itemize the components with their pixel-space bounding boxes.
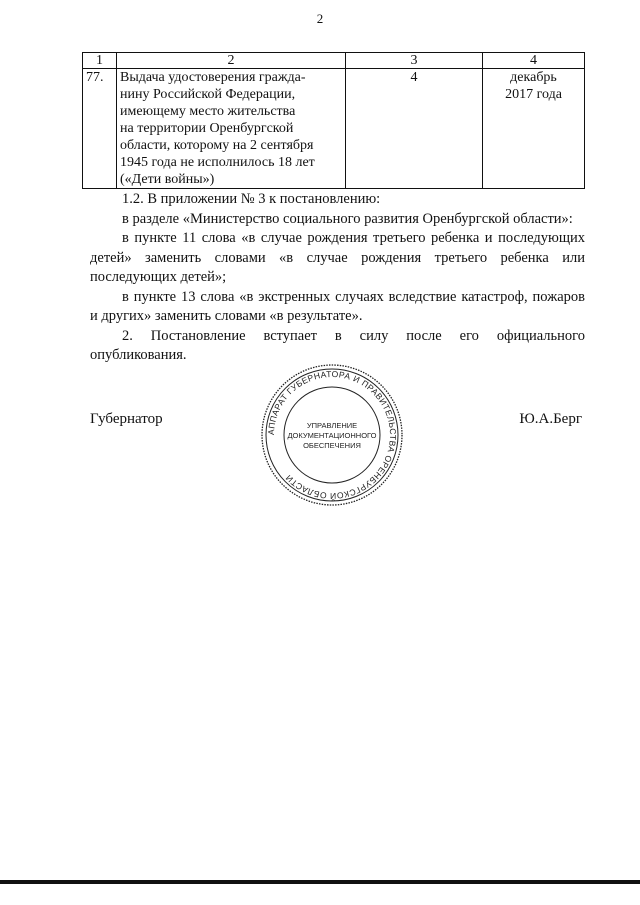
header-col-1: 1 <box>83 53 117 69</box>
deadline-month: декабрь <box>510 70 557 85</box>
official-stamp <box>257 360 407 510</box>
row-description <box>117 69 346 189</box>
deadline-year: 2017 года <box>505 87 562 102</box>
description-line: 1945 года не исполнилось 18 лет <box>120 155 315 170</box>
stamp-ring-text: АППАРАТ ГУБЕРНАТОРА И ПРАВИТЕЛЬСТВА ОРЕНБУРГСКОЙ ОБЛАСТИ <box>265 368 399 502</box>
header-col-4: 4 <box>483 53 585 69</box>
body-text <box>90 190 585 366</box>
paragraph: в пункте 13 слова «в экстренных случаях вследствие катастроф, пожаров и других» заменить словами «в результате». <box>90 288 585 324</box>
description-line: на территории Оренбургской <box>120 121 294 136</box>
stamp-center-line: УПРАВЛЕНИЕ <box>306 421 358 430</box>
header-col-2: 2 <box>117 53 346 69</box>
description-line: нину Российской Федерации, <box>120 87 296 102</box>
paragraph: 2. Постановление вступает в силу после его официального опубликования. <box>90 327 585 363</box>
header-col-3: 3 <box>346 53 483 69</box>
description-line: имеющему место жительства <box>120 104 296 119</box>
table-row <box>83 69 585 189</box>
signatory-position: Губернатор <box>90 411 163 427</box>
paragraph: в пункте 11 слова «в случае рождения третьего ребенка и последующих детей» заменить словами «в случае рождения третьего ребенка или последующих детей»; <box>90 230 585 285</box>
row-deadline <box>483 69 585 189</box>
description-line: («Дети войны») <box>120 172 215 187</box>
paragraph: в разделе «Министерство социального развития Оренбургской области»: <box>122 210 573 227</box>
row-col-3: 4 <box>346 69 483 189</box>
table-header-row <box>83 53 585 69</box>
description-line: Выдача удостоверения гражда- <box>120 70 306 85</box>
page-number: 2 <box>316 11 324 26</box>
row-number: 77. <box>83 69 117 189</box>
description-line: области, которому на 2 сентября <box>120 138 314 153</box>
paragraph: 1.2. В приложении № 3 к постановлению: <box>122 191 381 207</box>
signatory-name: Ю.А.Берг <box>519 411 582 427</box>
stamp-center-line: ОБЕСПЕЧЕНИЯ <box>303 441 361 450</box>
stamp-center-line: ДОКУМЕНТАЦИОННОГО <box>287 431 377 440</box>
page-bottom-rule <box>0 880 640 884</box>
amendment-table <box>82 52 585 189</box>
